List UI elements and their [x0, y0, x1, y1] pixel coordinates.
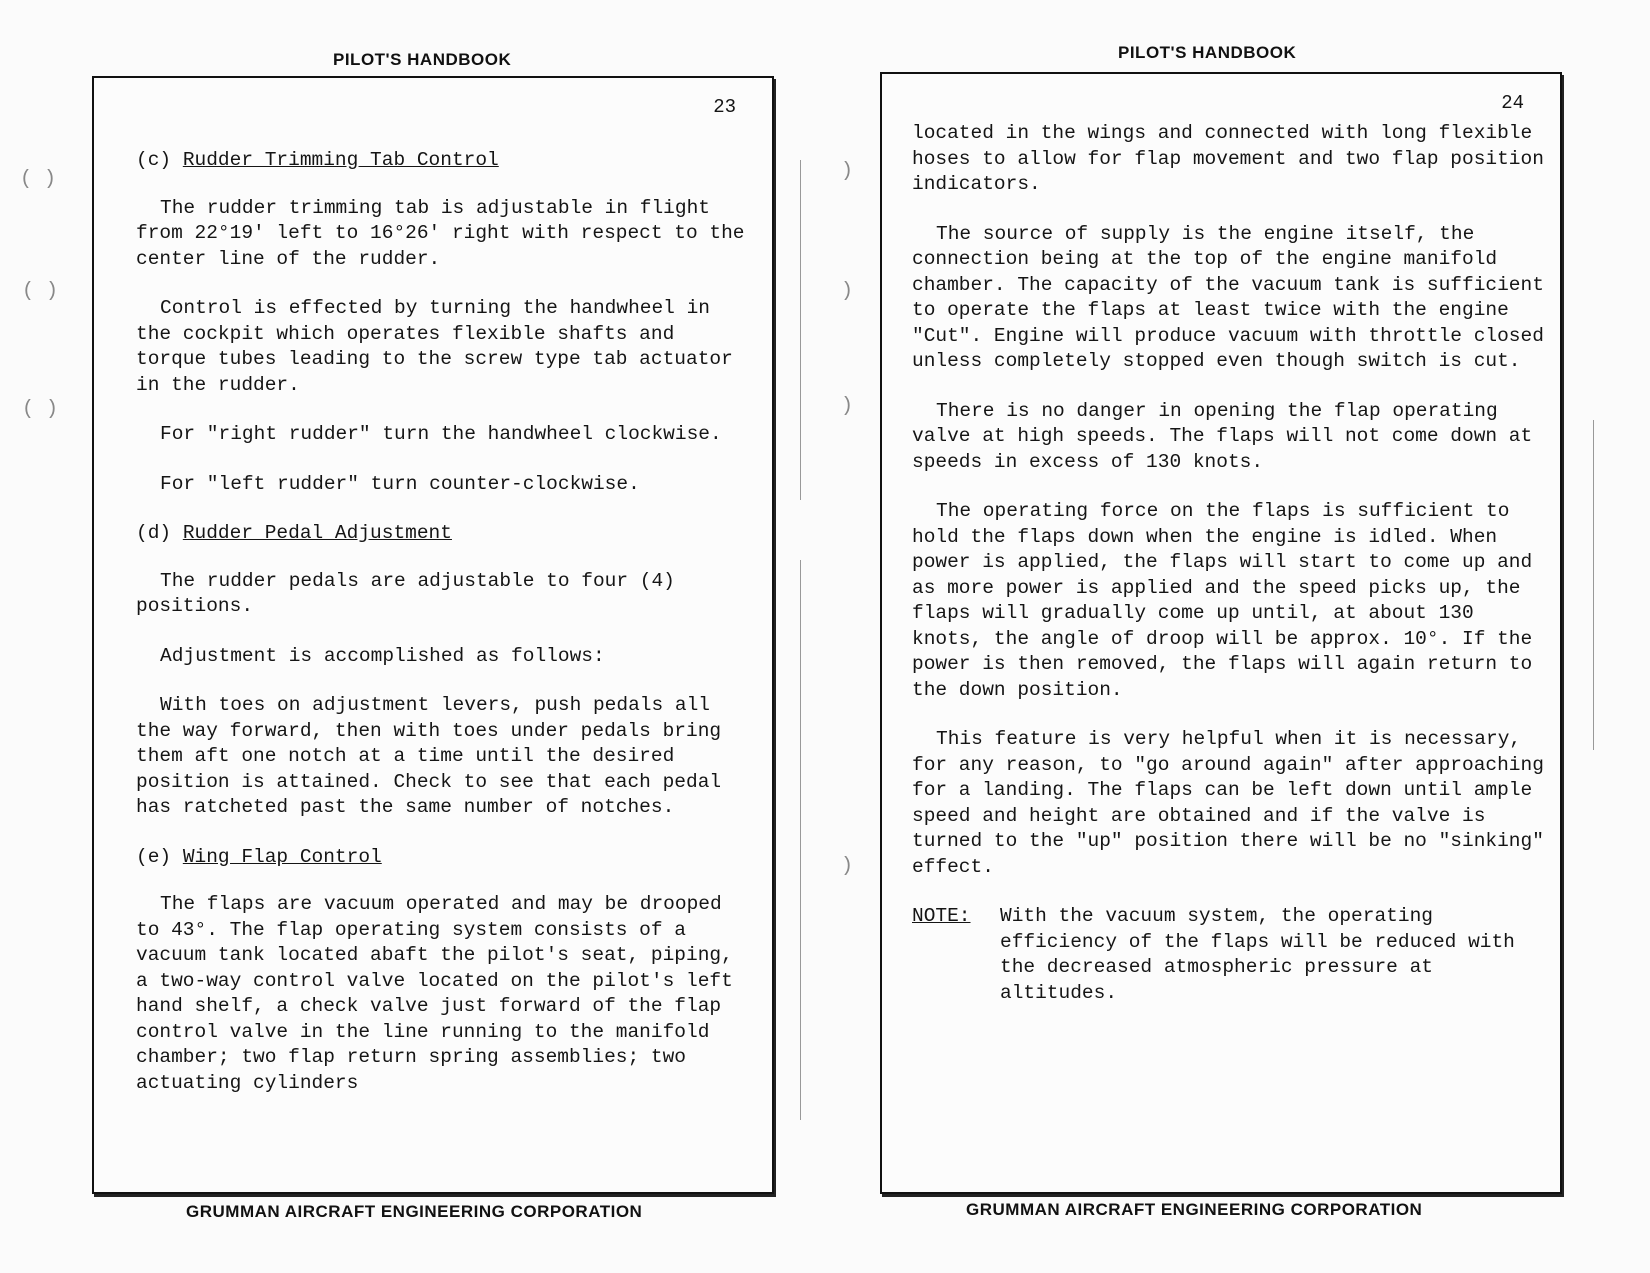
section-e-heading	[136, 845, 752, 871]
section-c-heading	[136, 148, 752, 174]
paragraph: Control is effected by turning the handwheel in the cockpit which operates flexible shafts and torque tubes leading to the screw type tab actuator in the rudder.	[136, 297, 733, 396]
paragraph: For "left rudder" turn counter-clockwise.	[160, 472, 640, 495]
note-text: With the vacuum system, the operating efficiency of the flaps will be reduced with the decreased atmospheric pressure at altitudes.	[1000, 905, 1515, 1004]
right-page-footer: GRUMMAN AIRCRAFT ENGINEERING CORPORATION	[966, 1200, 1423, 1219]
section-d-label: (d)	[136, 522, 172, 544]
paragraph: For "right rudder" turn the handwheel clockwise.	[160, 423, 722, 445]
note-block	[912, 904, 1548, 1006]
section-c-title: Rudder Trimming Tab Control	[182, 149, 499, 171]
section-e-label: (e)	[136, 845, 172, 868]
section-d-title: Rudder Pedal Adjustment	[182, 522, 452, 544]
right-page-header: PILOT'S HANDBOOK	[1118, 43, 1297, 62]
binding-line	[800, 160, 801, 500]
margin-line	[1593, 420, 1594, 750]
paragraph: This feature is very helpful when it is necessary, for any reason, to "go around again" after approaching for a landing. The flaps can be left down until ample speed and height are obtained and if the valve is turned to the "up" position there will be no "sinking" effect.	[912, 728, 1544, 878]
left-page-footer: GRUMMAN AIRCRAFT ENGINEERING CORPORATION	[186, 1202, 643, 1221]
binding-mark: )	[841, 160, 854, 183]
paragraph: Adjustment is accomplished as follows:	[160, 644, 605, 667]
page-number-left: 23	[713, 96, 736, 118]
binding-line	[800, 560, 801, 1120]
binding-mark: )	[841, 395, 854, 418]
right-page	[880, 72, 1562, 1194]
paragraph: With toes on adjustment levers, push pedals all the way forward, then with toes under pedals bring them aft one notch at a time until the desired position is attained. Check to see that each pedal has ratcheted past the same number of notches.	[136, 694, 722, 818]
section-d-heading	[136, 521, 752, 547]
section-c-label: (c)	[136, 149, 172, 171]
page-number-right: 24	[1501, 92, 1524, 114]
binding-mark: ( )	[22, 398, 59, 421]
paragraph: The rudder pedals are adjustable to four (4) positions.	[136, 569, 675, 617]
left-page-content	[136, 148, 752, 1120]
paragraph: The source of supply is the engine itself, the connection being at the top of the engine manifold chamber. The capacity of the vacuum tank is sufficient to operate the flaps at least twice with the engine "Cut". Engine will produce vacuum with throttle closed unless completely stopped even though switch is cut.	[912, 222, 1544, 372]
binding-mark: ( )	[22, 280, 59, 303]
paragraph: The flaps are vacuum operated and may be drooped to 43°. The flap operating system consists of a vacuum tank located abaft the pilot's seat, piping, a two-way control valve located on the pilot's left hand shelf, a check valve just forward of the flap control valve in the line running to the manifold chamber; two flap return spring assemblies; two actuating cylinders	[136, 893, 733, 1094]
paragraph: The rudder trimming tab is adjustable in flight from 22°19' left to 16°26' right with respect to the center line of the rudder.	[136, 196, 745, 270]
paragraph: The operating force on the flaps is sufficient to hold the flaps down when the engine is idled. When power is applied, the flaps will start to come up and as more power is applied and the speed picks up, the flaps will gradually come up until, at about 130 knots, the angle of droop will be approx. 10°. If the power is then removed, the flaps will again return to the down position.	[912, 500, 1533, 701]
note-label: NOTE:	[912, 905, 971, 927]
section-e-title: Wing Flap Control	[182, 845, 382, 868]
paragraph: located in the wings and connected with long flexible hoses to allow for flap movement and two flap position indicators.	[912, 122, 1544, 195]
binding-mark: ( )	[20, 168, 57, 191]
left-page-header: PILOT'S HANDBOOK	[333, 50, 512, 69]
left-page	[92, 76, 774, 1194]
paragraph: There is no danger in opening the flap operating valve at high speeds. The flaps will not come down at speeds in excess of 130 knots.	[912, 399, 1533, 473]
right-page-content	[912, 121, 1548, 1006]
binding-mark: )	[841, 280, 854, 303]
binding-mark: )	[841, 855, 854, 878]
